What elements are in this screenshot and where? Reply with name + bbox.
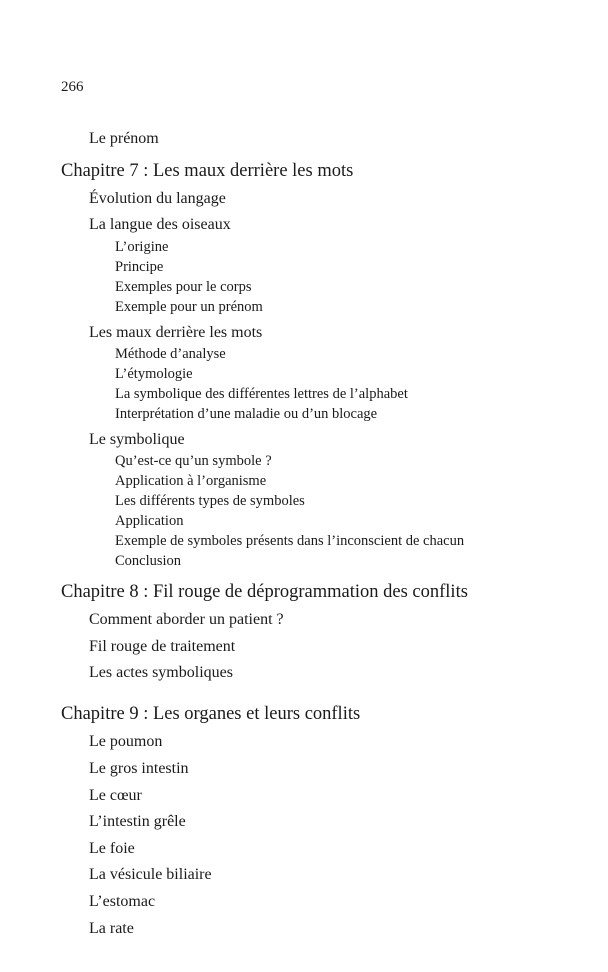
toc-subsection-item: Exemples pour le corps xyxy=(115,279,252,295)
toc-section-item: Comment aborder un patient ? xyxy=(89,611,284,628)
toc-subsection-item: Principe xyxy=(115,259,164,275)
toc-subsection-item: Interprétation d’une maladie ou d’un blocage xyxy=(115,406,378,422)
toc-section-item: Le prénom xyxy=(89,130,159,147)
toc-section-item: Le gros intestin xyxy=(89,760,189,777)
chapter-7-title: Chapitre 7 : Les maux derrière les mots xyxy=(61,161,354,181)
toc-section-item: Fil rouge de traitement xyxy=(89,638,236,655)
page-number: 266 xyxy=(61,79,84,95)
toc-subsection-item: Qu’est-ce qu’un symbole ? xyxy=(115,453,272,469)
toc-section-item: Évolution du langage xyxy=(89,190,226,207)
toc-subsection-item: La symbolique des différentes lettres de l’alphabet xyxy=(115,386,408,402)
toc-subsection-item: Conclusion xyxy=(115,553,182,569)
toc-subsection-item: Application à l’organisme xyxy=(115,473,267,489)
chapter-9-title: Chapitre 9 : Les organes et leurs conflits xyxy=(61,704,361,724)
toc-section-item: Les actes symboliques xyxy=(89,664,233,681)
toc-subsection-item: Exemple de symboles présents dans l’inconscient de chacun xyxy=(115,533,465,549)
toc-subsection-item: Méthode d’analyse xyxy=(115,346,226,362)
toc-section-item: Le poumon xyxy=(89,733,163,750)
toc-section-item: La rate xyxy=(89,920,134,937)
toc-section-item: Le symbolique xyxy=(89,431,185,448)
toc-subsection-item: Exemple pour un prénom xyxy=(115,299,263,315)
toc-section-item: L’estomac xyxy=(89,893,156,910)
toc-section-item: Le cœur xyxy=(89,787,142,804)
toc-subsection-item: L’étymologie xyxy=(115,366,193,382)
chapter-8-title: Chapitre 8 : Fil rouge de déprogrammation des conflits xyxy=(61,582,468,602)
toc-subsection-item: L’origine xyxy=(115,239,169,255)
toc-subsection-item: Les différents types de symboles xyxy=(115,493,305,509)
toc-section-item: La vésicule biliaire xyxy=(89,866,212,883)
toc-section-item: L’intestin grêle xyxy=(89,813,186,830)
toc-section-item: Les maux derrière les mots xyxy=(89,324,263,341)
toc-section-item: La langue des oiseaux xyxy=(89,216,231,233)
toc-section-item: Le foie xyxy=(89,840,135,857)
toc-subsection-item: Application xyxy=(115,513,184,529)
